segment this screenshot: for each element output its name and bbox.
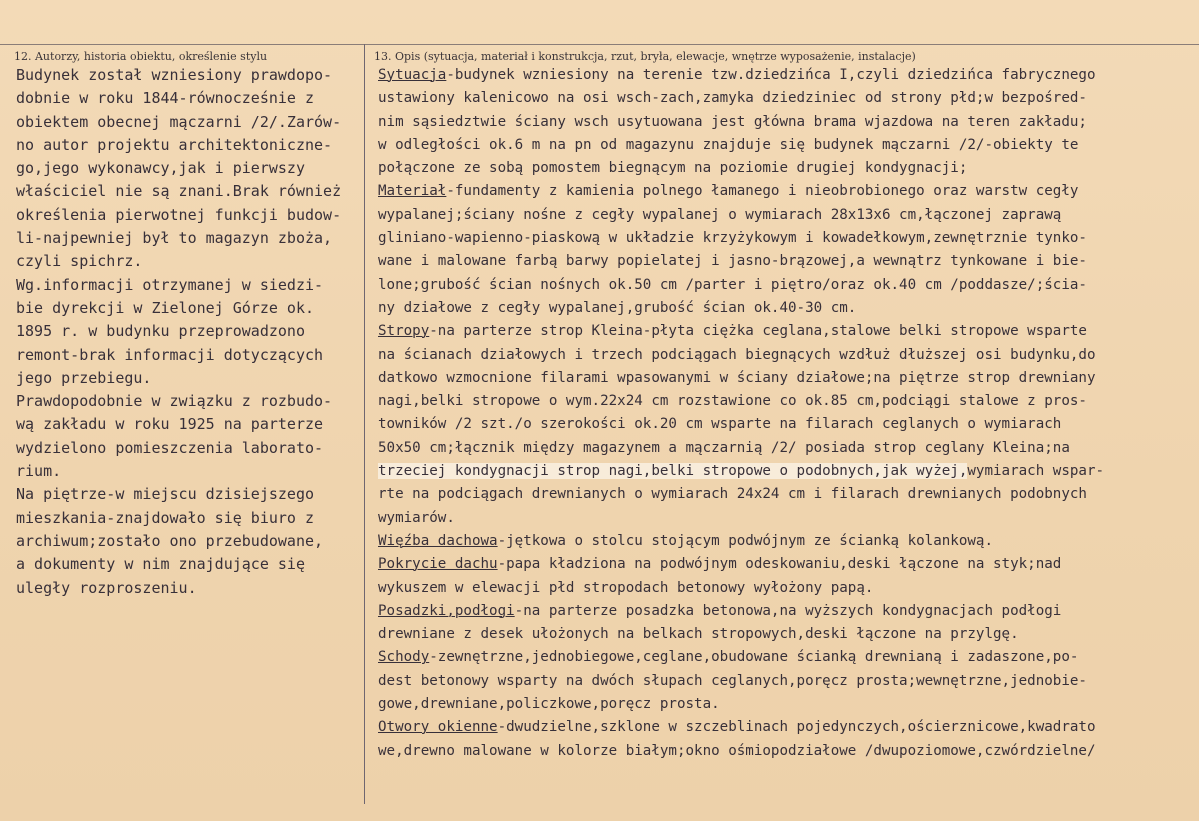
history-line-text: li-najpewniej był to magazyn zboża, (16, 229, 333, 248)
description-line (378, 577, 1196, 600)
history-line (16, 87, 361, 110)
description-line (378, 553, 1196, 576)
description-line-text: -fundamenty z kamienia polnego łamanego i nieobrobionego oraz warstw cegły (446, 183, 1079, 200)
history-line (16, 297, 361, 320)
description-line (378, 180, 1196, 203)
section-12-header: 12. Autorzy, historia obiektu, określenie stylu (14, 50, 268, 63)
history-line-text: bie dyrekcji w Zielonej Górze ok. (16, 298, 315, 317)
history-line (16, 274, 361, 297)
description-line-text: drewniane z desek ułożonych na belkach stropowych,deski łączone na przylgę. (378, 626, 1019, 643)
description-line (378, 204, 1196, 227)
description-line-text: -papa kładziona na podwójnym odeskowaniu,deski łączone na styk;nad (497, 556, 1062, 573)
history-line-text: a dokumenty w nim znajdujące się (16, 555, 305, 574)
description-line (378, 320, 1196, 343)
description-line-text: datkowo wzmocnione filarami wpasowanymi w ściany działowe;na piętrze strop drewniany (378, 369, 1096, 386)
description-line (378, 646, 1196, 669)
description-line (378, 413, 1196, 436)
history-line (16, 204, 361, 227)
history-line (16, 460, 361, 483)
description-line-text: lone;grubość ścian nośnych ok.50 cm /parter i piętro/oraz ok.40 cm /poddasze/;ścia- (378, 276, 1087, 293)
history-line (16, 437, 361, 460)
description-line (378, 740, 1196, 763)
top-divider (0, 44, 1199, 45)
highlighted-text: trzeciej kondygnacji strop nagi,belki stropowe o podobnych,jak wyżej, (378, 463, 968, 480)
history-line-text: wą zakładu w roku 1925 na parterze (16, 415, 324, 434)
description-line-text: 50x50 cm;łącznik między magazynem a mączarnią /2/ posiada strop ceglany Kleina;na (378, 439, 1070, 456)
history-line-text: Na piętrze-w miejscu dzisiejszego (16, 485, 315, 504)
description-line-text: nim sąsiedztwie ściany wsch usytuowana jest główna brama wjazdowa na teren zakładu; (378, 113, 1087, 130)
description-line (378, 250, 1196, 273)
description-line (378, 297, 1196, 320)
description-line-text: wypalanej;ściany nośne z cegły wypalanej o wymiarach 28x13x6 cm,łączonej zaprawą (378, 206, 1062, 223)
section-heading: Sytuacja (378, 67, 447, 83)
description-line-text: -na parterze posadzka betonowa,na wyższych kondygnacjach podłogi (514, 602, 1062, 619)
description-line-text: -budynek wzniesiony na terenie tzw.dziedzińca I,czyli dziedzińca fabrycznego (446, 67, 1096, 83)
description-text (378, 64, 1196, 763)
description-line (378, 437, 1196, 460)
history-line (16, 157, 361, 180)
description-line-text: wane i malowane farbą barwy popielatej i jasno-brązowej,a wewnątrz tynkowane i bie- (378, 253, 1087, 270)
section-heading: Otwory okienne (378, 719, 498, 736)
section-heading: Pokrycie dachu (378, 556, 498, 573)
history-line (16, 530, 361, 553)
history-line (16, 111, 361, 134)
section-heading: Więźba dachowa (378, 532, 498, 549)
description-line-text: wymiarów. (378, 509, 455, 526)
history-line-text: Wg.informacji otrzymanej w siedzi- (16, 275, 324, 294)
description-line (378, 390, 1196, 413)
section-heading: Stropy (378, 323, 430, 340)
history-line (16, 134, 361, 157)
history-line (16, 577, 361, 600)
history-line-text: Prawdopodobnie w związku z rozbudo- (16, 392, 333, 411)
history-line-text: Budynek został wzniesiony prawdopo- (16, 66, 333, 84)
section-heading: Materiał (378, 183, 447, 200)
description-line-text: na ścianach działowych i trzech podciągach biegnących wzdłuż dłuższej osi budynku,do (378, 346, 1096, 363)
description-line (378, 623, 1196, 646)
description-line-text: wymiarach wspar- (967, 463, 1105, 480)
description-line (378, 87, 1196, 110)
description-line (378, 460, 1196, 483)
history-line (16, 390, 361, 413)
history-line-text: no autor projektu architektoniczne- (16, 135, 333, 154)
description-line-text: gowe,drewniane,policzkowe,poręcz prosta. (378, 696, 720, 713)
description-line-text: -dwudzielne,szklone w szczeblinach pojedynczych,ościerznicowe,kwadrato (497, 719, 1096, 736)
section-13-header: 13. Opis (sytuacja, materiał i konstrukcja, rzut, bryła, elewacje, wnętrze wyposażenie, instalacje) (374, 50, 916, 63)
history-line-text: jego przebiegu. (16, 368, 152, 387)
description-line-text: -jętkowa o stolcu stojącym podwójnym ze ścianką kolankową. (497, 532, 994, 549)
history-line-text: uległy rozproszeniu. (16, 578, 197, 597)
description-line (378, 670, 1196, 693)
description-line-text: wykuszem w elewacji płd stropodach betonowy wyłożony papą. (378, 579, 874, 596)
description-line-text: -zewnętrzne,jednobiegowe,ceglane,obudowane ścianką drewnianą i zadaszone,po- (429, 649, 1079, 666)
history-line-text: archiwum;zostało ono przebudowane, (16, 531, 324, 550)
history-line (16, 507, 361, 530)
description-line (378, 716, 1196, 739)
description-line (378, 344, 1196, 367)
description-line-text: we,drewno malowane w kolorze białym;okno ośmiopodziałowe /dwupoziomowe,czwórdzielne/ (378, 742, 1096, 759)
history-text (16, 64, 361, 600)
history-line-text: określenia pierwotnej funkcji budow- (16, 205, 342, 224)
history-line-text: wydzielono pomieszczenia laborato- (16, 438, 324, 457)
history-line (16, 180, 361, 203)
section-heading: Schody (378, 649, 430, 666)
description-line (378, 134, 1196, 157)
description-line-text: ustawiony kalenicowo na osi wsch-zach,zamyka dziedziniec od strony płd;w bezpośred- (378, 90, 1087, 107)
description-line-text: dest betonowy wsparty na dwóch słupach ceglanych,poręcz prosta;wewnętrzne,jednobie- (378, 672, 1087, 689)
history-line-text: go,jego wykonawcy,jak i pierwszy (16, 159, 305, 178)
section-heading: Posadzki,podłogi (378, 602, 515, 619)
history-line (16, 483, 361, 506)
description-line-text: nagi,belki stropowe o wym.22x24 cm rozstawione co ok.85 cm,podciągi stalowe z pros- (378, 393, 1087, 410)
history-line-text: remont-brak informacji dotyczących (16, 345, 324, 364)
description-line (378, 227, 1196, 250)
history-line-text: obiektem obecnej mączarni /2/.Zarów- (16, 112, 342, 131)
description-line (378, 157, 1196, 180)
description-line-text: połączone ze sobą pomostem biegnącym na poziomie drugiej kondygnacji; (378, 160, 968, 177)
history-line-text: mieszkania-znajdowało się biuro z (16, 508, 315, 527)
history-line (16, 250, 361, 273)
column-divider (364, 44, 365, 804)
description-line-text: towników /2 szt./o szerokości ok.20 cm wsparte na filarach ceglanych o wymiarach (378, 416, 1062, 433)
history-line (16, 320, 361, 343)
history-line (16, 413, 361, 436)
description-line (378, 64, 1196, 87)
history-line-text: właściciel nie są znani.Brak również (16, 182, 342, 201)
history-line-text: dobnie w roku 1844-równocześnie z (16, 89, 315, 108)
description-line-text: -na parterze strop Kleina-płyta ciężka ceglana,stalowe belki stropowe wsparte (429, 323, 1087, 340)
history-line (16, 64, 361, 87)
history-line-text: rium. (16, 462, 62, 481)
description-line (378, 507, 1196, 530)
description-line (378, 693, 1196, 716)
description-line (378, 111, 1196, 134)
description-line-text: ny działowe z cegły wypalanej,grubość ścian ok.40-30 cm. (378, 299, 857, 316)
description-line (378, 483, 1196, 506)
history-line-text: 1895 r. w budynku przeprowadzono (16, 322, 305, 341)
history-line (16, 553, 361, 576)
description-line (378, 530, 1196, 553)
description-line-text: gliniano-wapienno-piaskową w układzie krzyżykowym i kowadełkowym,zewnętrznie tynko- (378, 230, 1087, 247)
description-line (378, 367, 1196, 390)
description-line-text: rte na podciągach drewnianych o wymiarach 24x24 cm i filarach drewnianych podobnych (378, 486, 1087, 503)
history-line (16, 227, 361, 250)
description-line-text: w odległości ok.6 m na pn od magazynu znajduje się budynek mączarni /2/-obiekty te (378, 136, 1079, 153)
history-line-text: czyli spichrz. (16, 252, 143, 271)
history-line (16, 367, 361, 390)
history-line (16, 344, 361, 367)
description-line (378, 274, 1196, 297)
description-line (378, 600, 1196, 623)
